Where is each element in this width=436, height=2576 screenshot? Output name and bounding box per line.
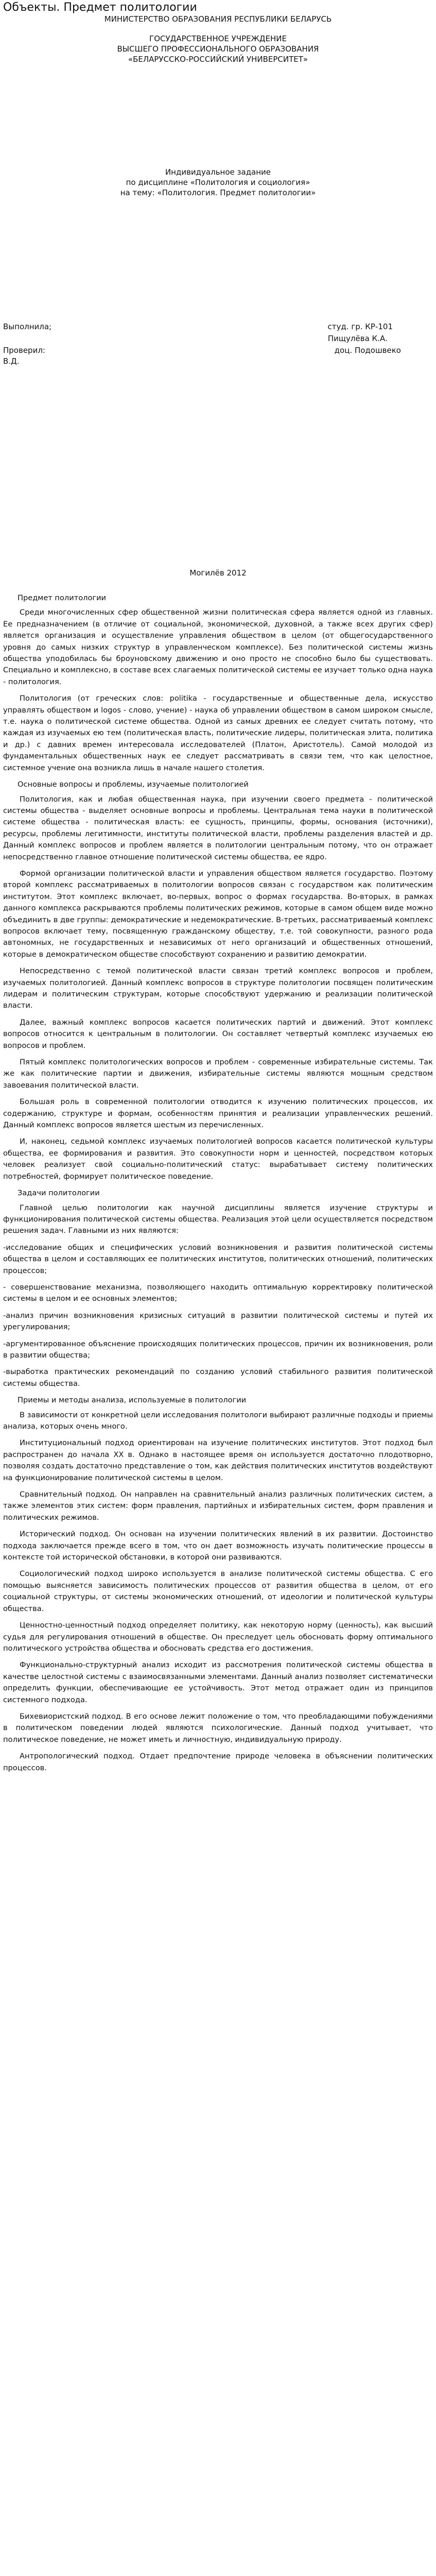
paragraph: - совершенствование механизма, позволяющего находить оптимальную корректировку политической системы в целом и ее основных элементов; [3,1282,433,1303]
paragraph: И, наконец, седьмой комплекс изучаемых политологией вопросов касается политической культуры общества, ее формирования и развития. Это совокупности норм и ценностей, посредством которых человек реализует свой социально-политический статус: вырабатывает систему политических потребностей, формирует политическое поведение. [3,1137,433,1181]
performed-row [3,322,433,331]
paragraph: Далее, важный комплекс вопросов касается политических партий и движений. Этот комплекс вопросов относится к центральным в политологии. Он составляет четвертый комплекс изучаемых ею вопросов и проблем. [3,1018,433,1050]
paragraph: Бихевиористский подход. В его основе лежит положение о том, что преобладающими побуждениями в политическом поведении людей являются психологические. Данный подход учитывает, что политическое поведение, не может иметь и личностную, индивидуальную природу. [3,1711,433,1744]
performed-name: Пищулёва К.А. [327,334,388,343]
performed-value: студ. гр. КР-101 [327,322,393,331]
section-heading: Предмет политологии [18,594,107,602]
assignment-line-3: на тему: «Политология. Предмет политологии» [120,188,316,197]
checked-row [3,346,433,355]
paragraph: -анализ причин возникновения кризисных ситуаций в развитии политической системы и путей их урегулирования; [3,1311,433,1332]
page-title: Объекты. Предмет политологии [3,1,197,14]
checked-value: доц. Подошвеко [334,346,401,355]
assignment-line-2: по дисциплине «Политология и социология» [126,178,310,187]
paragraph: -аргументированное объяснение происходящих политических процессов, причин их возникновения, роли в развитии общества; [3,1339,433,1360]
paragraph: Институциональный подход ориентирован на изучение политических институтов. Этот подход был распространен до начала XX в. Однако в настоящее время он используется достаточно плодотворно, позволяя создать достаточно представление о том, как действия политических институтов воздействуют на функционирование политической системы в целом. [3,1438,433,1482]
assignment-line-1: Индивидуальное задание [165,167,271,177]
ministry-line: МИНИСТЕРСТВО ОБРАЗОВАНИЯ РЕСПУБЛИКИ БЕЛАРУСЬ [104,14,332,24]
institution-line-3: «БЕЛАРУССКО-РОССИЙСКИЙ УНИВЕРСИТЕТ» [128,55,308,64]
paragraph: Социологический подход широко используется в анализе политической системы общества. С его помощью выясняется зависимость политических процессов от развития общества в целом, от его социальной структуры, от системы экономических отношений, от идеологии и политической культуры общества. [3,1569,433,1613]
paragraph: Функционально-структурный анализ исходит из рассмотрения политической системы общества в качестве целостной системы с взаимосвязанными элементами. Данный анализ позволяет систематически определить функции, обеспечивающие ее устойчивость. Этот метод отражает один из принципов системного подхода. [3,1660,433,1704]
city-year: Могилёв 2012 [189,568,247,578]
section-heading: Задачи политологии [18,1189,100,1198]
checked-name-row [3,357,433,366]
institution-line-2: ВЫСШЕГО ПРОФЕССИОНАЛЬНОГО ОБРАЗОВАНИЯ [117,44,319,54]
paragraph: Непосредственно с темой политической власти связан третий комплекс вопросов и проблем, изучаемых политологией. Данный комплекс вопросов в структуре политологии посвящен политическим лидерам и политическим структурам, которые способствуют удержанию и реализации политической власти. [3,967,433,1010]
performed-label: Выполнила; [3,322,52,331]
paragraph: Среди многочисленных сфер общественной жизни политическая сфера является одной из главных. Ее предназначением (в отличие от социальной, экономической, духовной, а также всех других сфер) является организация и осуществление управления обществом в целом (от общегосударственного уровня до самых низких структур в управленческом комплексе). Без политической системы жизнь общества уподобилась бы броуновскому движению и оно просто не способно было бы существовать. Специально и комплексно, в составе всех слагаемых политической системы ее изучает только одна наука - политология. [3,608,433,686]
paragraph: Формой организации политической власти и управления обществом является государство. Поэтому второй комплекс рассматриваемых в политологии вопросов связан с государством как политическим институтом. Этот комплекс включает, во-первых, вопрос о формах государства. Во-вторых, в рамках данного комплекса раскрываются проблемы политических режимов, которые в самом общем виде можно объединить в две группы: демократические и недемократические. В-третьих, рассматриваемый комплекс вопросов включает тему, посвященную гражданскому обществу, т.е. той совокупности, разного рода автономных, не государственных и независимых от него организаций и общественных отношений, которые в демократическом обществе способствуют сохранению и развитию демократии. [3,869,433,959]
paragraph: Большая роль в современной политологии отводится к изучению политических процессов, их содержанию, структуре и формам, особенностям принятия и реализации управленческих решений. Данный комплекс вопросов является шестым из перечисленных. [3,1097,433,1130]
paragraph: Сравнительный подход. Он направлен на сравнительный анализ различных политических систем, а также элементов этих систем: форм правления, партийных и избирательных систем, форм правления и политических режимов. [3,1490,433,1522]
paragraph: Пятый комплекс политологических вопросов и проблем - современные избирательные системы. Так же как политические партии и движения, избирательные системы являются мощным средством завоевания политической власти. [3,1058,433,1090]
section-heading: Приемы и методы анализа, используемые в политологии [18,1396,247,1405]
section-heading: Основные вопросы и проблемы, изучаемые политологией [18,780,249,789]
paragraph: -исследование общих и специфических условий возникновения и развития политической системы общества в целом и составляющих ее политических институтов, политических отношений, политических процессов; [3,1243,433,1275]
checked-name: В.Д. [3,357,20,366]
paragraph: Главной целью политологии как научной дисциплины является изучение структуры и функционирования политической системы общества. Реализация этой цели осуществляется посредством решения задач. Главными из них являются: [3,1203,433,1235]
paragraph: -выработка практических рекомендаций по созданию условий стабильного развития политической системы общества. [3,1367,433,1388]
checked-label: Проверил: [3,346,45,355]
paragraph: Исторический подход. Он основан на изучении политических явлений в их развитии. Достоинство подхода заключается прежде всего в том, что он дает возможность изучать политические процессы в контексте той исторической обстановки, в которой они развиваются. [3,1530,433,1562]
paragraph: Ценностно-ценностный подход определяет политику, как некоторую норму (ценность), как высший судья для регулирования отношений в обществе. Он преследует цель обосновать форму оптимального политического устройства общества и обосновать средства его достижения. [3,1621,433,1653]
paragraph: Антропологический подход. Отдает предпочтение природе человека в объяснении политических процессов. [3,1752,433,1772]
paragraph: Политология (от греческих слов: politika - государственные и общественные дела, искусство управлять обществом и logos - слово, учение) - наука об управлении обществом в самом широком смысле, т.е. наука о политической системе общества. Одной из самых древних ее следует считать потому, что каждая из изучаемых ею тем (политическая власть, политические лидеры, политическая элита, политика и др.) с давних времен интересовала исследователей (Платон, Аристотель). Самой молодой из фундаментальных общественных наук ее следует рассматривать в связи тем, что как целостное, системное учение она возникла лишь в начале нашего столетия. [3,694,433,772]
document-body [3,592,433,1779]
paragraph: В зависимости от конкретной цели исследования политологи выбирают различные подходы и приемы анализа, которых очень много. [3,1410,433,1431]
paragraph: Политология, как и любая общественная наука, при изучении своего предмета - политической системы общества - выделяет основные вопросы и проблемы. Центральная тема науки в политической системе общества - политическая власть: ее сущность, принципы, формы, основания (источники), ресурсы, проблемы легитимности, институты политической власти, проблемы разделения властей и др. Данный комплекс вопросов и проблем является в политологии центральным потому, что он отражает непосредственно главное отношение политической системы общества, ее ядро. [3,794,433,861]
institution-line-1: ГОСУДАРСТВЕННОЕ УЧРЕЖДЕНИЕ [149,34,287,43]
